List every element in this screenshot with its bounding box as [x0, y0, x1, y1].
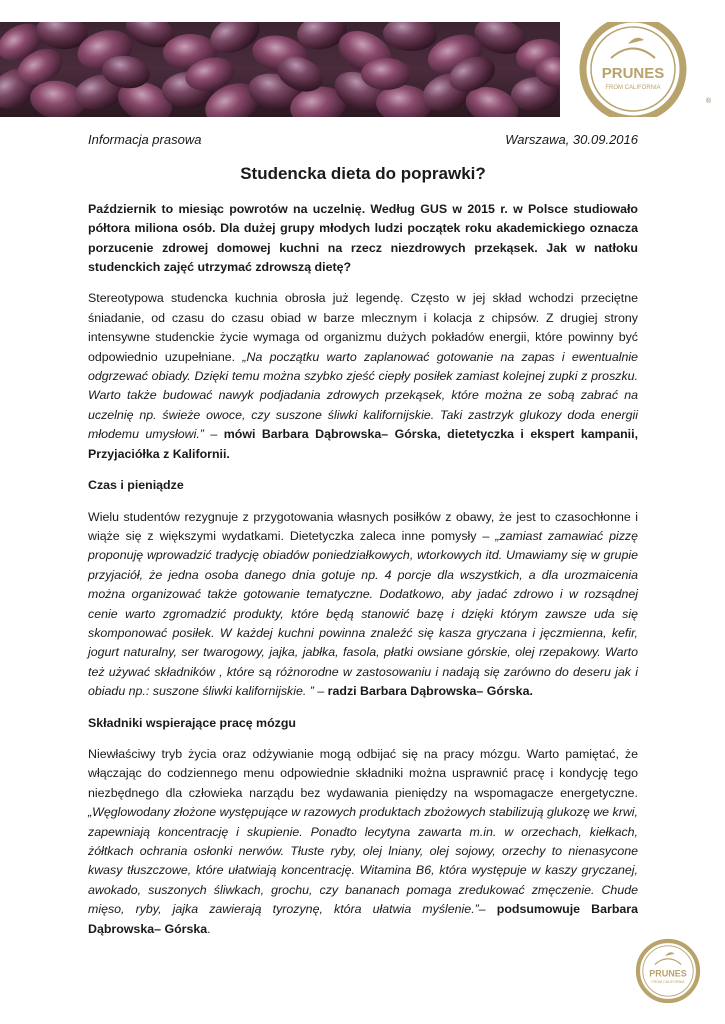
footer-logo-text-top: PRUNES	[649, 968, 687, 979]
para2-text: Wielu studentów rezygnuje z przygotowania własnych posiłków z obawy, że jest to czasochłonne i wiąże się z większymi wydatkami. Dietetyczka zaleca inne pomysły –	[88, 509, 638, 543]
logo-text-top: PRUNES	[601, 65, 665, 82]
header-banner	[0, 22, 725, 117]
para3-text: Niewłaściwy tryb życia oraz odżywianie mogą odbijać się na pracy mózgu. Warto pamiętać, że włączając do codziennego menu odpowiednie składniki można usprawnić pracę i kondycję tego niezbędnego dla człowieka narządu bez wydawania pieniędzy na wspomagacze energetyczne.	[88, 746, 638, 800]
section-heading-time-money: Czas i pieniądze	[88, 478, 184, 493]
page-title: Studencka dieta do poprawki?	[240, 164, 486, 184]
footer-logo-text-bottom: FROM CALIFORNIA	[651, 980, 685, 984]
para1-attribution: mówi Barbara Dąbrowska– Górska, dietetyczka i ekspert kampanii, Przyjaciółka z Kalifornii.	[88, 427, 639, 461]
para3-quote: „Węglowodany złożone występujące w razowych produktach zbożowych stabilizują glukozę we krwi, zapewniają koncentrację i skupienie. Ponadto lecytyna zawarta m.in. w orzechach, kiełkach, żółtkach ochrania osłonki nerwów. Tłuste ryby, olej lniany, olej sojowy, orzechy to nienasycone kwasy tłuszczowe, które ułatwiają koncentrację. Witamina B6, która występuje w kaszy gryczanej, awokado, suszonych śliwkach, grochu, czy bananach pomaga zredukować zmęczenie. Chude mięso, ryby, jajka zawierają tyrozynę, która ułatwia myślenie.”	[88, 805, 638, 917]
logo-text-bottom: FROM CALIFORNIA	[605, 85, 661, 91]
release-type: Informacja prasowa	[88, 132, 202, 147]
logo-panel	[560, 22, 725, 117]
release-date: Warszawa, 30.09.2016	[505, 132, 638, 147]
para2-quote: „zamiast zamawiać pizzę proponuję wprowadzić tradycję obiadów poniedziałkowych, wtorkowych itd. Umawiamy się w grupie przyjaciół, że jedna osoba danego dnia gotuje np. 4 porcje dla wszystkich, a dla urozmaicenia można organizować także gotowanie tematyczne. Dodatkowo, aby jadać zdrowo i w rozsądnej cenie warto zgromadzić produkty, które będą stanowić bazę i dzięki którym zawsze uda się skomponować posiłek. W każdej kuchni powinna znaleźć się kasza gryczana i jęczmienna, kefir, jogurt naturalny, ser twarogowy, jajka, jabłka, fasola, płatki owsiane górskie, olej rzepakowy. Warto też używać składników , które są różnorodne w zastosowaniu i nadają się zarówno do deseru jak i obiadu np.: suszone śliwki kalifornijskie. ”	[88, 528, 638, 699]
para1-text: Stereotypowa studencka kuchnia obrosła już legendę. Często w jej skład wchodzi przeciętne śniadanie, od czasu do czasu obiad w barze mlecznym i kolacja z chipsów. Z drugiej strony intensywne studenckie życie wymaga od organizmu dużych pokładów energii, które powinny być odpowiednio uzupełniane.	[88, 291, 638, 364]
section-heading-brain: Składniki wspierające pracę mózgu	[88, 715, 296, 730]
para2-attribution: radzi Barbara Dąbrowska– Górska.	[327, 684, 533, 699]
paragraph-3	[88, 745, 638, 939]
para3-dash: –	[478, 902, 497, 917]
para2-dash: –	[313, 684, 328, 699]
press-release	[88, 130, 638, 951]
para3-attribution: podsumowuje Barbara Dąbrowska– Górska	[88, 902, 638, 936]
para3-end: .	[207, 921, 211, 936]
lead-paragraph: Październik to miesiąc powrotów na uczelnię. Według GUS w 2015 r. w Polsce studiowało półtora miliona osób. Dla dużej grupy młodych ludzi początek roku akademickiego oznacza porzucenie zdrowej domowej kuchni na rzecz niezdrowych przekąsek. Jak w natłoku studenckich zajęć utrzymać zdrowszą dietę?	[88, 201, 638, 275]
paragraph-1	[88, 289, 638, 464]
registered-mark: ®	[705, 98, 711, 105]
para1-dash: –	[203, 427, 224, 442]
paragraph-2	[88, 508, 638, 702]
prunes-logo-icon	[578, 22, 688, 117]
para1-quote: „Na początku warto zaplanować gotowanie na zapas i ewentualnie odgrzewać obiady. Dzięki temu można szybko zjeść ciepły posiłek zamiast kolejnej zupki z proszku. Warto także budować nawyk podjadania zdrowych przekąsek, które można ze sobą zabrać na uczelnię np. świeże owoce, czy suszone śliwki kalifornijskie. Taki zastrzyk glukozy doda energii młodemu umysłowi.”	[88, 349, 638, 442]
meta-line	[88, 130, 638, 149]
footer-prunes-logo-icon	[635, 938, 701, 1004]
